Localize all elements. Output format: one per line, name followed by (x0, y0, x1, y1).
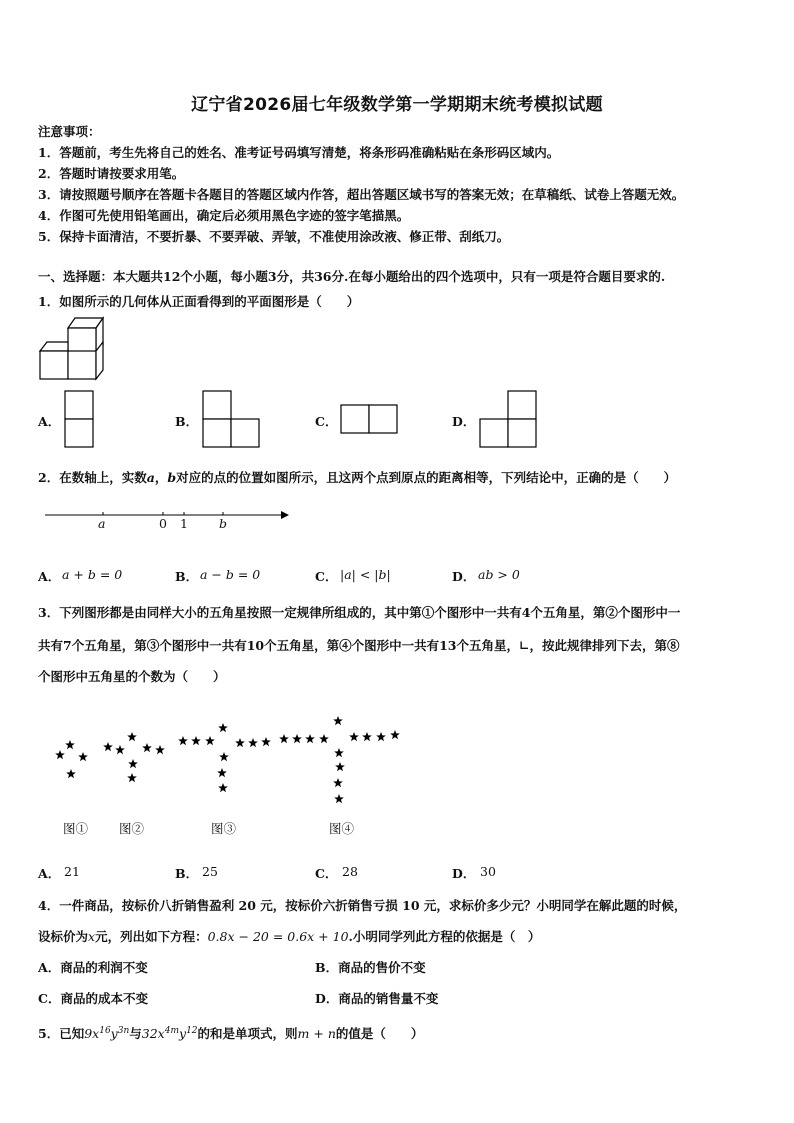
star-figure-2 (103, 732, 165, 782)
axis-label-b: b (219, 516, 228, 531)
q1-solid-figure (40, 318, 102, 380)
section-heading: 一、选择题：本大题共12个小题，每小题3分，共36分.在每小题给出的四个选项中，只有一项是符合题目要求的. (38, 269, 666, 284)
star-figure-4 (279, 716, 400, 803)
q3-line-3: 个图形中五角星的个数为（ ） (38, 669, 226, 684)
q4-equation: 0.8x − 20 = 0.6x + 10 (207, 929, 349, 944)
q5-exp1: 16 (99, 1025, 111, 1036)
q3-option-d-value: 30 (480, 864, 496, 879)
axis-label-one: 1 (180, 516, 188, 531)
q2-comma: ， (154, 470, 168, 485)
q5-exp1-y: 3n (117, 1025, 130, 1036)
q4-option-d-label: D． (315, 991, 339, 1006)
q2-option-b-label: B． (175, 569, 199, 584)
q4-option-b (315, 958, 426, 976)
q4-option-c-text: 商品的成本不变 (60, 991, 148, 1006)
q3-star-figures (40, 705, 410, 815)
q2-stem-post: 对应的点的位置如图所示，且这两个点到原点的距离相等，下列结论中，正确的是（ ） (176, 470, 677, 485)
q4-option-d-text: 商品的销售量不变 (338, 991, 439, 1006)
q4-option-a (38, 958, 148, 976)
q4-line2-pre: 设标价为 (38, 929, 89, 944)
q3-line-1: 3．下列图形都是由同样大小的五角星按照一定规律所组成的，其中第①个图形中一共有4个五角星，第②个图形中一 (38, 605, 681, 620)
q5-term1-y: y (110, 1026, 118, 1041)
q3-figure-label-1: 图① (63, 821, 89, 836)
q3-option-a-value: 21 (64, 864, 80, 879)
q5-term2: 32x (141, 1026, 165, 1041)
notice-heading: 注意事项： (38, 124, 101, 139)
q1-option-b-label: B． (175, 414, 199, 429)
q1-option-c-figure (341, 405, 398, 433)
q2-option-b-expr: a − b = 0 (200, 567, 261, 582)
q5-mid: 与 (129, 1026, 142, 1041)
q3-option-d-label: D． (452, 866, 476, 881)
q4-line2-post: .小明同学列此方程的依据是（ ） (348, 929, 541, 944)
q4-var-x: x (88, 929, 96, 944)
q1-option-d-figure (480, 391, 537, 448)
star-figure-3 (178, 723, 271, 792)
q4-option-c (38, 989, 148, 1007)
q2-var-a: a (146, 470, 155, 485)
q1-stem: 1．如图所示的几何体从正面看得到的平面图形是（ ） (38, 294, 360, 309)
q5-stem (38, 1024, 423, 1042)
notice-item-4: 4．作图可先使用铅笔画出，确定后必须用黑色字迹的签字笔描黑。 (38, 208, 410, 223)
q3-option-a-label: A． (38, 866, 61, 881)
q2-option-a-label: A． (38, 569, 61, 584)
q5-expr: m + n (297, 1026, 336, 1041)
notice-item-1: 1．答题前，考生先将自己的姓名、准考证号码填写清楚，将条形码准确粘贴在条形码区域内。 (38, 145, 560, 160)
q1-option-a-figure (65, 391, 93, 448)
q2-number-line (45, 505, 290, 535)
q1-option-d-label: D． (452, 414, 476, 429)
q3-line-2: 共有7个五角星，第③个图形中一共有10个五角星，第④个图形中一共有13个五角星，∟，按此规律排列下去，第⑧ (38, 638, 680, 653)
notice-item-5: 5．保持卡面清洁，不要折暴、不要弄破、弄皱，不准使用涂改液、修正带、刮纸刀。 (38, 229, 510, 244)
notice-item-3: 3．请按照题号顺序在答题卡各题目的答题区域内作答，超出答题区域书写的答案无效；在草稿纸、试卷上答题无效。 (38, 187, 685, 202)
q5-term2-y: y (179, 1026, 187, 1041)
q3-option-b-value: 25 (202, 864, 218, 879)
q4-line2-mid: 元，列出如下方程： (95, 929, 208, 944)
q4-option-b-text: 商品的售价不变 (338, 960, 426, 975)
q2-stem-pre: 2．在数轴上，实数 (38, 470, 147, 485)
q2-option-d-label: D． (452, 569, 476, 584)
q2-stem (38, 468, 676, 486)
q5-exp2: 4m (164, 1025, 180, 1036)
q2-option-a-expr: a + b = 0 (62, 567, 123, 582)
q5-end: 的值是（ ） (335, 1026, 424, 1041)
q4-option-c-label: C． (38, 991, 61, 1006)
q1-option-a-label: A． (38, 414, 61, 429)
axis-label-zero: 0 (159, 516, 167, 531)
q3-option-c-label: C． (315, 866, 338, 881)
q3-figure-label-3: 图③ (211, 821, 237, 836)
q2-option-d-expr: ab > 0 (478, 567, 520, 582)
q3-figure-label-4: 图④ (329, 821, 355, 836)
q5-post: 的和是单项式，则 (197, 1026, 298, 1041)
q4-option-b-label: B． (315, 960, 339, 975)
q4-option-a-label: A． (38, 960, 61, 975)
q4-line-1: 4．一件商品，按标价八折销售盈利 20 元，按标价六折销售亏损 10 元，求标价多少元？小明同学在解此题的时候， (38, 898, 687, 913)
q4-option-d (315, 989, 438, 1007)
star-figure-1 (55, 740, 88, 778)
q2-option-c-expr: |a| < |b| (340, 567, 391, 582)
q5-term1: 9x (84, 1026, 100, 1041)
q3-option-c-value: 28 (342, 864, 358, 879)
q4-line-2 (38, 927, 540, 945)
q5-pre: 5．已知 (38, 1026, 85, 1041)
q3-figure-label-2: 图② (119, 821, 145, 836)
q5-exp2-y: 12 (186, 1025, 198, 1036)
notice-item-2: 2．答题时请按要求用笔。 (38, 166, 185, 181)
q3-option-b-label: B． (175, 866, 199, 881)
page-title: 辽宁省2026届七年级数学第一学期期末统考模拟试题 (191, 95, 603, 115)
q1-option-b-figure (203, 391, 260, 448)
q1-option-c-label: C． (315, 414, 338, 429)
axis-label-a: a (98, 516, 106, 531)
q2-option-c-label: C． (315, 569, 338, 584)
q2-var-b: b (167, 470, 177, 485)
q4-option-a-text: 商品的利润不变 (60, 960, 148, 975)
